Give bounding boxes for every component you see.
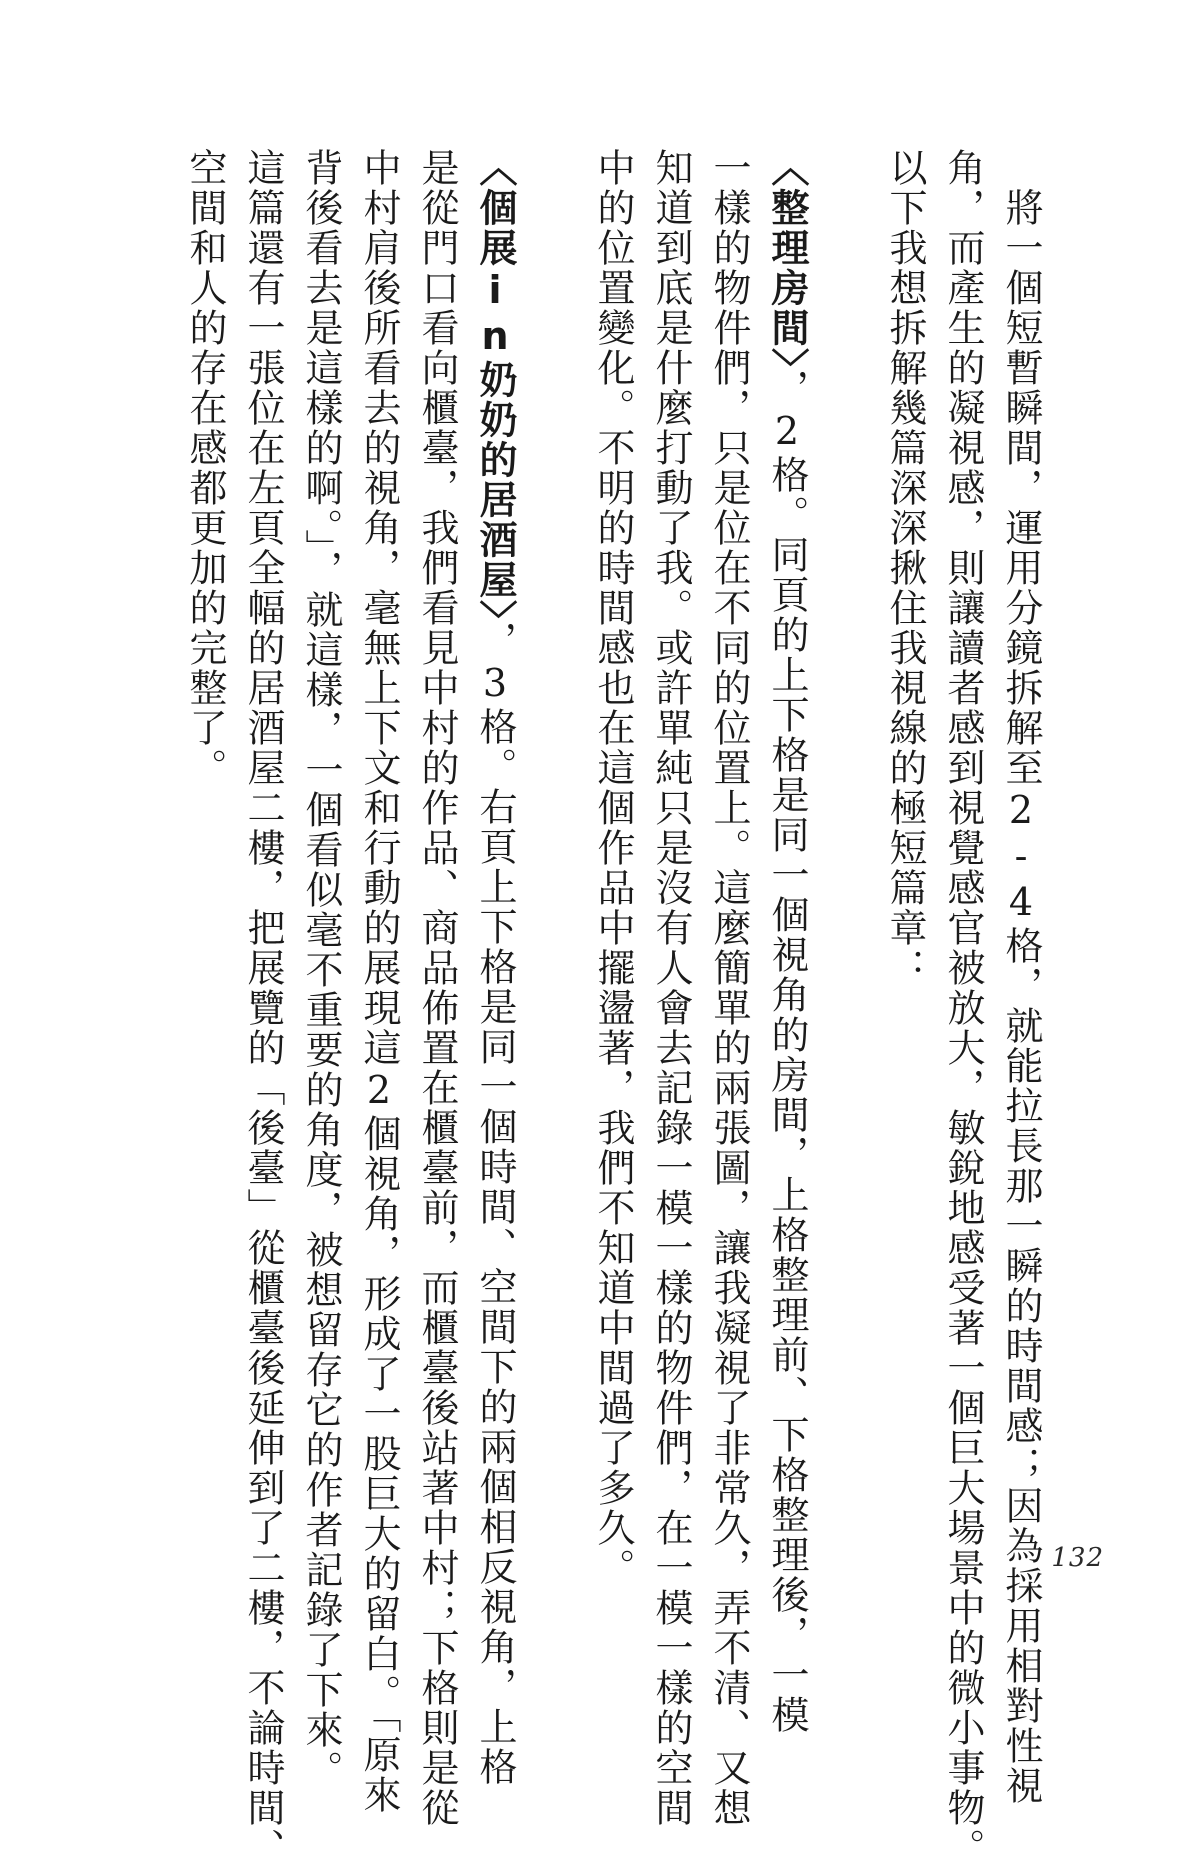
intro-line-1: 將一個短暫瞬間，運用分鏡拆解至2-4格，就能拉長那一瞬的時間感；因為採用相對性視: [999, 148, 1043, 1806]
section2-line-2: 是從門口看向櫃臺，我們看見中村的作品、商品佈置在櫃臺前，而櫃臺後站著中村；下格則是從: [415, 148, 459, 1828]
intro-line-3: 以下我想拆解幾篇深深揪住我視線的極短篇章：: [883, 148, 927, 988]
section1-line-2: 一樣的物件們，只是位在不同的位置上。這麼簡單的兩張圖，讓我凝視了非常久，弄不清、又想: [707, 148, 751, 1828]
section1-first-line: [758, 148, 816, 1735]
vertical-text-body: [176, 148, 1050, 1868]
section2-first-line-text: ，3格。右頁上下格是同一個時間、空間下的兩個相反視角，上格: [473, 621, 517, 1787]
section2-line-5: 這篇還有一張位在左頁全幅的居酒屋二樓，把展覽的「後臺」從櫃臺後延伸到了二樓，不論時間、: [241, 148, 285, 1868]
section2-heading: 〈個展in奶奶的居酒屋〉: [473, 148, 517, 621]
section2-line-4: 背後看去是這樣的啊。」，就這樣，一個看似毫不重要的角度，被想留存它的作者記錄了下來。: [299, 148, 343, 1790]
section1-line-4: 中的位置變化。不明的時間感也在這個作品中擺盪著，我們不知道中間過了多久。: [591, 148, 635, 1588]
section1-line-3: 知道到底是什麼打動了我。或許單純只是沒有人會去記錄一模一樣的物件們，在一模一樣的空間: [649, 148, 693, 1828]
section2-line-3: 中村肩後所看去的視角，毫無上下文和行動的展現這2個視角，形成了一股巨大的留白。「原來: [357, 148, 401, 1815]
section1-first-line-text: ，2格。同頁的上下格是同一個視角的房間，上格整理前、下格整理後，一模: [765, 369, 809, 1735]
section2-line-6: 空間和人的存在感都更加的完整了。: [183, 148, 227, 788]
intro-line-2: 角，而產生的凝視感，則讓讀者感到視覺感官被放大，敏銳地感受著一個巨大場景中的微小事物。: [941, 148, 985, 1868]
page-number: 132: [1051, 1543, 1104, 1573]
section1-heading: 〈整理房間〉: [765, 148, 809, 369]
section2-first-line: [466, 148, 524, 1787]
